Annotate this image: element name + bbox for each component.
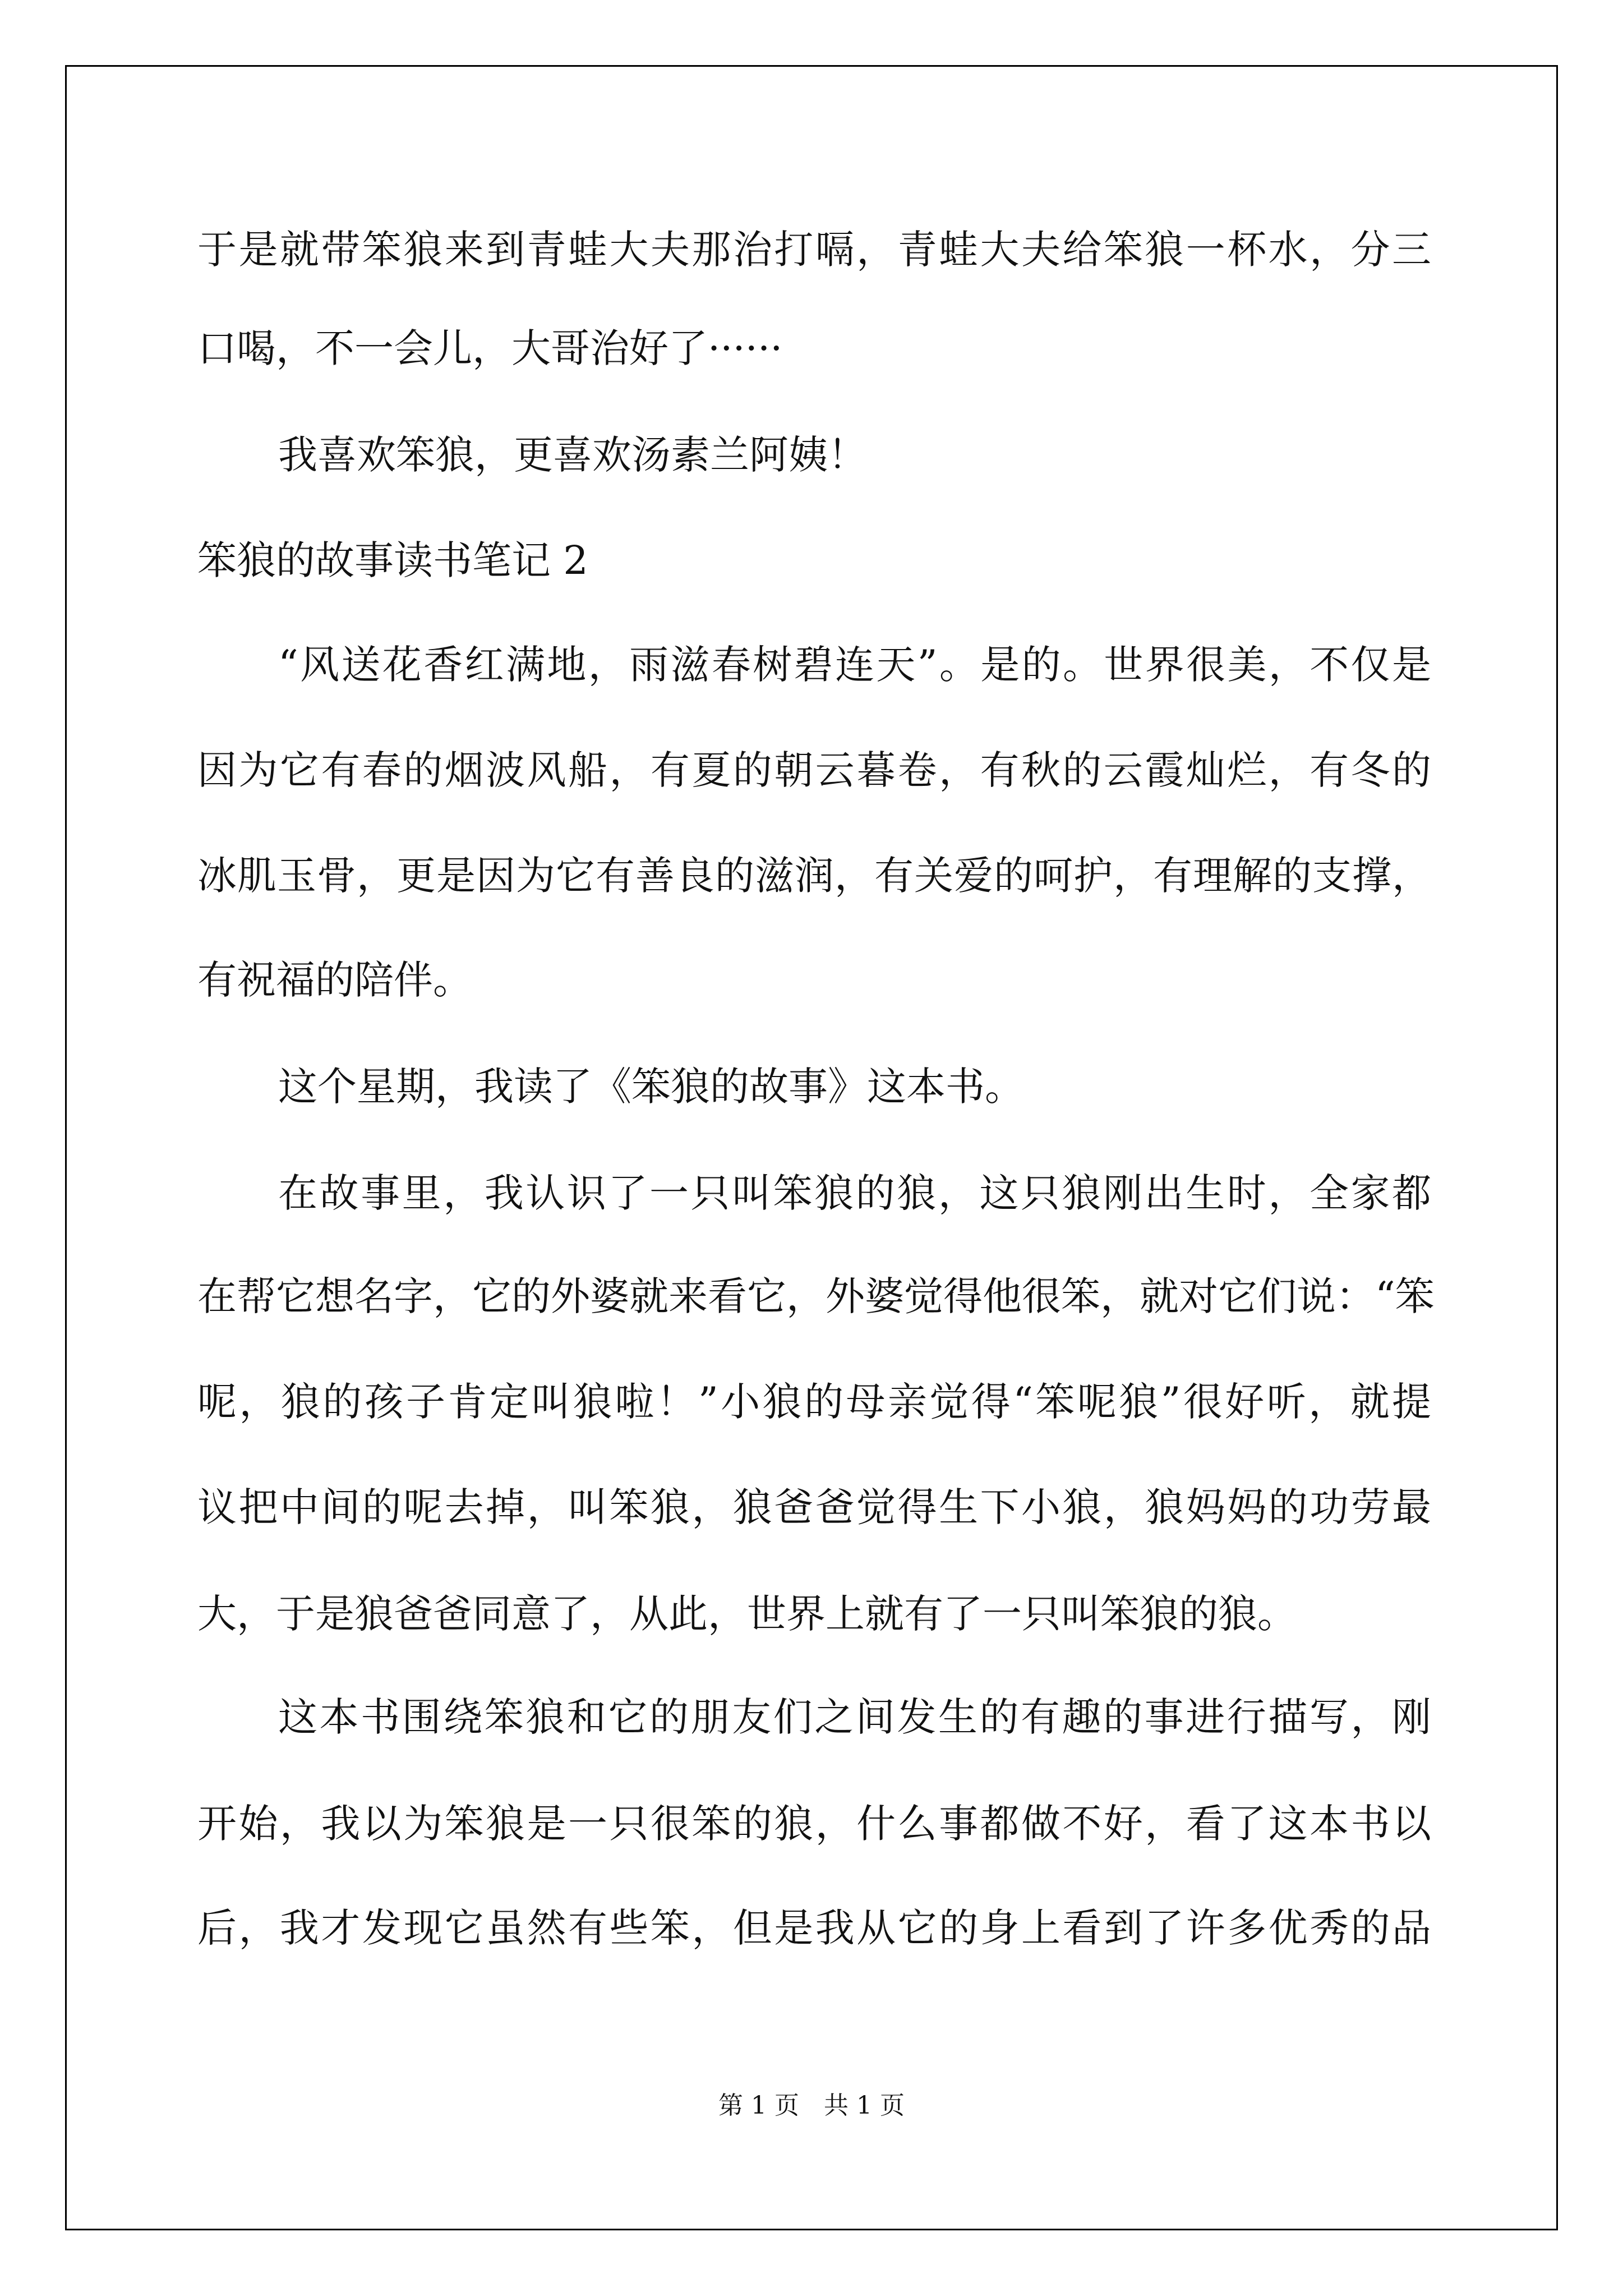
body-line: 因为它有春的烟波风船，有夏的朝云暮卷，有秋的云霞灿烂，有冬的 — [197, 747, 1431, 793]
body-line: 口喝，不一会儿，大哥治好了······ — [197, 325, 783, 371]
section-heading: 笨狼的故事读书笔记 2 — [197, 537, 588, 583]
body-line: 后，我才发现它虽然有些笨，但是我从它的身上看到了许多优秀的品 — [197, 1905, 1431, 1951]
paragraph-first-line: 这个星期，我读了《笨狼的故事》这本书。 — [278, 1064, 1024, 1110]
body-line: 呢，狼的孩子肯定叫狼啦！”小狼的母亲觉得“笨呢狼”很好听，就提 — [197, 1379, 1431, 1425]
body-line: 议把中间的呢去掉，叫笨狼，狼爸爸觉得生下小狼，狼妈妈的功劳最 — [197, 1484, 1431, 1530]
body-line: 大，于是狼爸爸同意了，从此，世界上就有了一只叫笨狼的狼。 — [197, 1591, 1297, 1637]
body-line: 冰肌玉骨，更是因为它有善良的滋润，有关爱的呵护，有理解的支撑， — [197, 853, 1431, 899]
body-line: 在帮它想名字，它的外婆就来看它，外婆觉得他很笨，就对它们说：“笨 — [197, 1273, 1435, 1319]
page-number-footer: 第 1 页 共 1 页 — [718, 2091, 905, 2120]
paragraph-first-line: “风送花香红满地，雨滋春树碧连天”。是的。世界很美，不仅是 — [278, 642, 1431, 688]
paragraph-first-line: 这本书围绕笨狼和它的朋友们之间发生的有趣的事进行描写，刚 — [278, 1694, 1431, 1740]
paragraph-first-line: 我喜欢笨狼，更喜欢汤素兰阿姨！ — [278, 432, 867, 478]
body-line: 于是就带笨狼来到青蛙大夫那治打嗝，青蛙大夫给笨狼一杯水，分三 — [197, 227, 1431, 273]
body-line: 有祝福的陪伴。 — [197, 957, 472, 1003]
paragraph-first-line: 在故事里，我认识了一只叫笨狼的狼，这只狼刚出生时，全家都 — [278, 1170, 1431, 1216]
body-line: 开始，我以为笨狼是一只很笨的狼，什么事都做不好，看了这本书以 — [197, 1801, 1431, 1847]
